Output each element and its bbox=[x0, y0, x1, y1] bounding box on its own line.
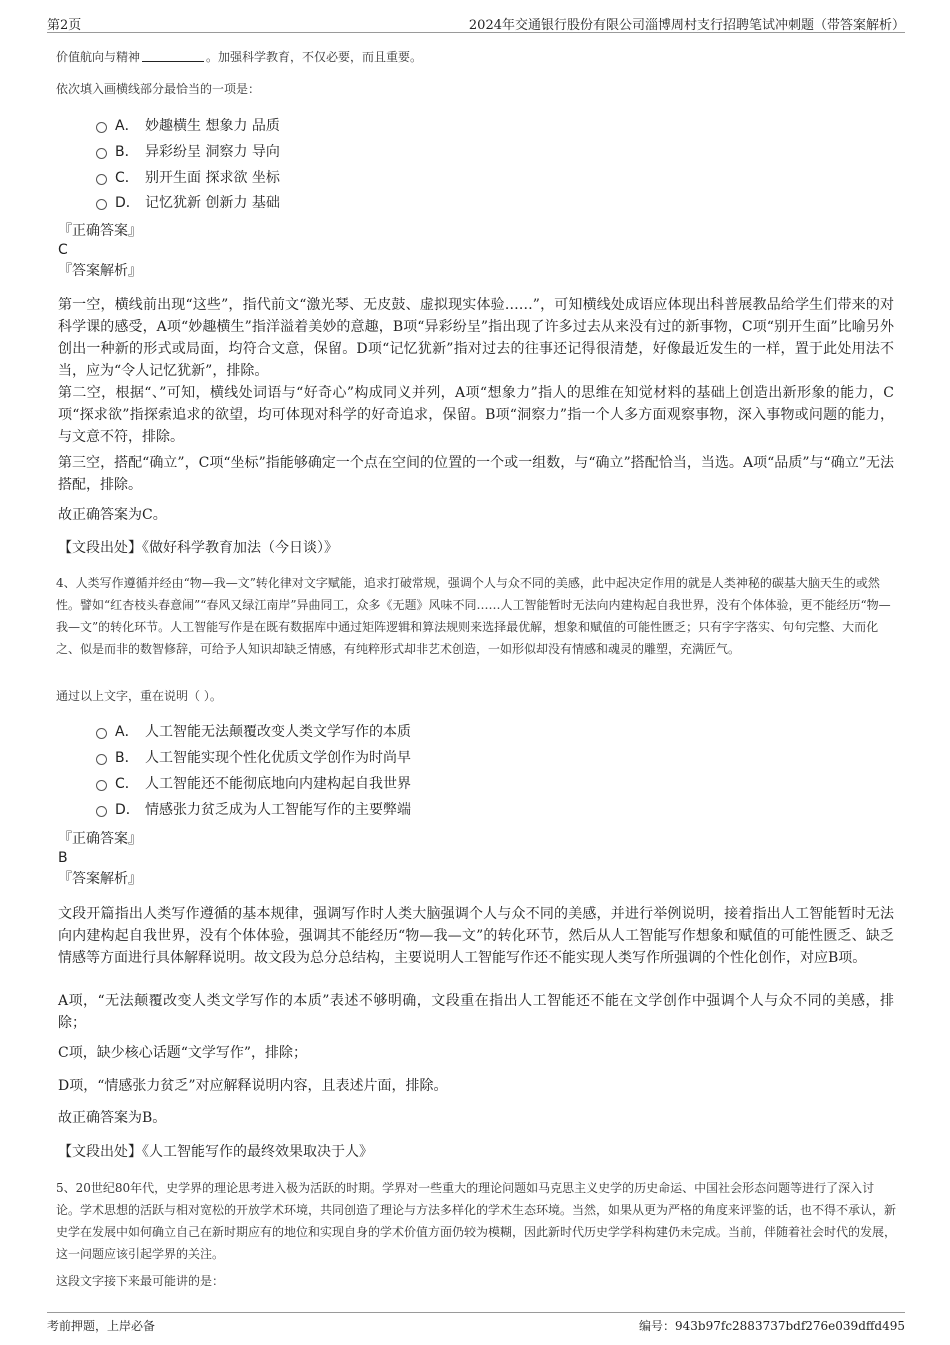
q3-analysis-label: 『答案解析』 bbox=[58, 263, 142, 279]
radio-button[interactable] bbox=[96, 754, 107, 765]
fill-blank bbox=[142, 49, 204, 62]
q3-option-c[interactable]: C． 别开生面 探求欲 坐标 bbox=[96, 167, 280, 189]
q3-conclusion: 故正确答案为C。 bbox=[58, 507, 167, 523]
radio-button[interactable] bbox=[96, 122, 107, 133]
q3-option-a[interactable]: A． 妙趣横生 想象力 品质 bbox=[96, 115, 280, 137]
q4-analysis-2: A项，“无法颠覆改变人类文学写作的本质”表述不够明确，文段重在指出人工智能还不能在文学创作中强调个人与众不同的美感，排除； bbox=[58, 993, 894, 1031]
q3-answer-label: 『正确答案』 bbox=[58, 223, 142, 239]
radio-button[interactable] bbox=[96, 728, 107, 739]
q4-analysis-1: 文段开篇指出人类写作遵循的基本规律，强调写作时人类大脑强调个人与众不同的美感，并进行举例说明，接着指出人工智能暂时无法向内建构起自我世界，没有个体体验，强调其不能经历“物—我—文”的转化环节，然后从人工智能写作想象和赋值的可能性匮乏、缺乏情感等方面进行具体解释说明。故文段为总分总结构，主要说明人工智能写作还不能实现人类写作所强调的个性化创作，对应B项。 bbox=[58, 906, 894, 966]
q3-analysis-1: 第一空，横线前出现“这些”，指代前文“激光琴、无皮鼓、虚拟现实体验……”，可知横线处成语应体现出科普展教品给学生们带来的对科学课的感受，A项“妙趣横生”指洋溢着美妙的意趣，B项“异彩纷呈”指出现了许多过去从来没有过的新事物，C项“别开生面”比喻另外创出一种新的形式或局面，均符合文意，保留。D项“记忆犹新”指对过去的往事还记得很清楚，好像最近发生的一样，置于此处用法不当，应为“令人记忆犹新”，排除。 bbox=[58, 297, 894, 379]
q4-answer-label: 『正确答案』 bbox=[58, 831, 142, 847]
q4-instruction: 通过以上文字，重在说明（ ）。 bbox=[56, 689, 222, 703]
q3-option-d[interactable]: D． 记忆犹新 创新力 基础 bbox=[96, 192, 280, 214]
q5-stem: 5、20世纪80年代，史学界的理论思考进入极为活跃的时期。学界对一些重大的理论问题如马克思主义史学的历史命运、中国社会形态问题等进行了深入讨论。学术思想的活跃与相对宽松的开放学术环境，共同创造了理论与方法多样化的学术生态环境。当然，如果从更为严格的角度来评鉴的话，也不得不承认，新史学在发展中如何确立自己在新时期应有的地位和实现自身的学术价值方面仍较为模糊，因此新时代历史学学科构建仍未完成。当前，伴随着社会时代的发展，这一问题应该引起学界的关注。 bbox=[56, 1181, 897, 1261]
q5-instruction: 这段文字接下来最可能讲的是： bbox=[56, 1274, 225, 1288]
document-title: 2024年交通银行股份有限公司淄博周村支行招聘笔试冲刺题（带答案解析） bbox=[468, 18, 905, 33]
q4-analysis-label: 『答案解析』 bbox=[58, 871, 142, 887]
q4-source: 【文段出处】《人工智能写作的最终效果取决于人》 bbox=[58, 1144, 373, 1160]
q3-stem: 价值航向与精神 。加强科学教育，不仅必要，而且重要。 bbox=[56, 50, 423, 64]
radio-button[interactable] bbox=[96, 780, 107, 791]
radio-button[interactable] bbox=[96, 199, 107, 210]
radio-button[interactable] bbox=[96, 148, 107, 159]
q4-stem: 4、人类写作遵循并经由“物—我—文”转化律对文字赋能，追求打破常规，强调个人与众不同的美感，此中起决定作用的就是人类神秘的碳基大脑天生的或然性。譬如“红杏枝头春意闹”“春风又绿江南岸”异曲同工，众多《无题》风味不同……人工智能暂时无法向内建构起自我世界，没有个体体验，更不能经历“物—我—文”的转化环节。人工智能写作是在既有数据库中通过矩阵逻辑和算法规则来选择最优解，想象和赋值的可能性匮乏；只有字字落实、句句完整、大而化之、似是而非的数智修辞，可给予人知识却缺乏情感，有纯粹形式却非艺术创造，一如形似却没有情感和魂灵的雕塑，充满匠气。 bbox=[56, 576, 891, 656]
q3-analysis-3: 第三空，搭配“确立”，C项“坐标”指能够确定一个点在空间的位置的一个或一组数，与“确立”搭配恰当，当选。A项“品质”与“确立”无法搭配，排除。 bbox=[58, 455, 894, 493]
page-footer bbox=[47, 1312, 905, 1339]
q4-analysis-4: D项，“情感张力贫乏”对应解释说明内容，且表述片面，排除。 bbox=[58, 1078, 448, 1094]
q4-option-b[interactable]: B． 人工智能实现个性化优质文学创作为时尚早 bbox=[96, 747, 411, 769]
radio-button[interactable] bbox=[96, 174, 107, 185]
radio-button[interactable] bbox=[96, 806, 107, 817]
q4-option-c[interactable]: C． 人工智能还不能彻底地向内建构起自我世界 bbox=[96, 773, 411, 795]
footer-slogan: 考前押题，上岸必备 bbox=[47, 1319, 156, 1333]
q4-conclusion: 故正确答案为B。 bbox=[58, 1110, 167, 1126]
document-id: 编号：943b97fc2883737bdf276e039dffd495 bbox=[639, 1319, 905, 1333]
q4-analysis-3: C项，缺少核心话题“文学写作”，排除； bbox=[58, 1045, 308, 1061]
q3-option-b[interactable]: B． 异彩纷呈 洞察力 导向 bbox=[96, 141, 280, 163]
q4-answer: B bbox=[58, 850, 68, 866]
q3-instruction: 依次填入画横线部分最恰当的一项是： bbox=[56, 82, 261, 96]
q3-analysis-2: 第二空，根据“、”可知，横线处词语与“好奇心”构成同义并列，A项“想象力”指人的思维在知觉材料的基础上创造出新形象的能力，C项“探求欲”指探索追求的欲望，均可体现对科学的好奇追求，保留。B项“洞察力”指一个人多方面观察事物，深入事物或问题的能力，与文意不符，排除。 bbox=[58, 385, 894, 445]
page-number: 第2页 bbox=[47, 18, 82, 33]
page-header bbox=[47, 8, 905, 33]
q3-answer: C bbox=[58, 242, 68, 258]
q4-option-a[interactable]: A． 人工智能无法颠覆改变人类文学写作的本质 bbox=[96, 721, 411, 743]
q3-source: 【文段出处】《做好科学教育加法（今日谈）》 bbox=[58, 540, 338, 556]
q4-option-d[interactable]: D． 情感张力贫乏成为人工智能写作的主要弊端 bbox=[96, 799, 411, 821]
